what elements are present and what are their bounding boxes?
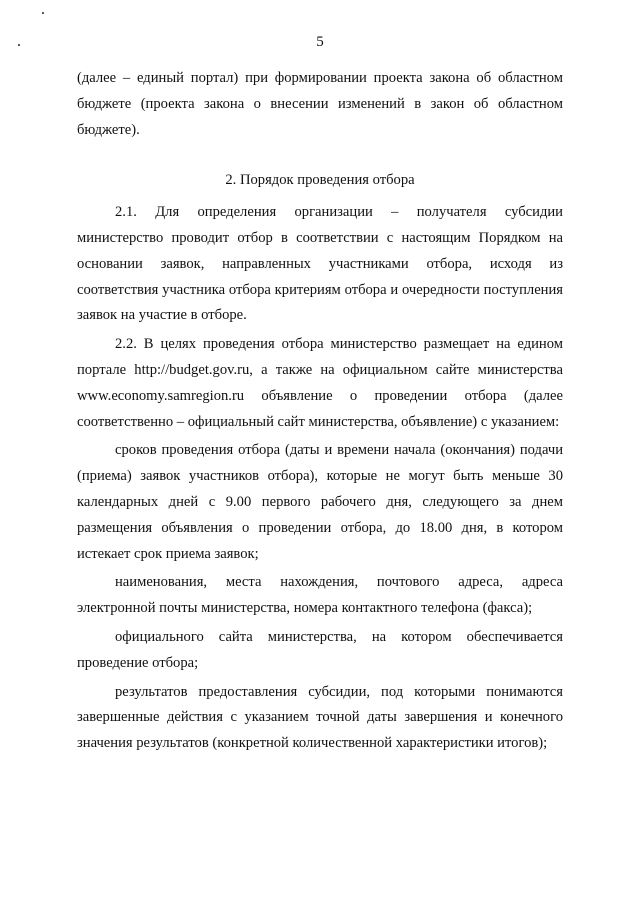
page-number: 5	[316, 34, 324, 50]
paragraph-2-1: 2.1. Для определения организации – получателя субсидии министерство проводит отбор в соответствии с настоящим Порядком на основании заявок, направленных участниками отбора, исходя из соответствия участника отбора критериям отбора и очередности поступления заявок на участие в отборе.	[77, 204, 563, 324]
section-heading: 2. Порядок проведения отбора	[225, 172, 415, 189]
scan-speck	[42, 12, 44, 14]
list-item-site: официального сайта министерства, на котором обеспечивается проведение отбора;	[77, 628, 563, 671]
paragraph-intro: (далее – единый портал) при формировании проекта закона об областном бюджете (проекта закона о внесении изменений в закон об областном бюджете).	[77, 70, 563, 138]
document-body	[77, 66, 563, 757]
list-item-results: результатов предоставления субсидии, под которыми понимаются завершенные действия с указанием точной даты завершения и конечного значения результатов (конкретной количественной характеристики итогов);	[77, 683, 563, 752]
list-item-terms: сроков проведения отбора (даты и времени начала (окончания) подачи (приема) заявок участников отбора), которые не могут быть меньше 30 календарных дней с 9.00 первого рабочего дня, следующего за днем размещения объявления о проведении отбора, до 18.00 дня, в котором истекает срок приема заявок;	[77, 442, 563, 562]
list-item-names: наименования, места нахождения, почтового адреса, адреса электронной почты министерства, номера контактного телефона (факса);	[77, 574, 563, 617]
paragraph-2-2: 2.2. В целях проведения отбора министерство размещает на едином портале http://budget.gov.ru, а также на официальном сайте министерства www.economy.samregion.ru объявление о проведении отбора (далее соответственно – официальный сайт министерства, объявление) с указанием:	[77, 336, 563, 430]
